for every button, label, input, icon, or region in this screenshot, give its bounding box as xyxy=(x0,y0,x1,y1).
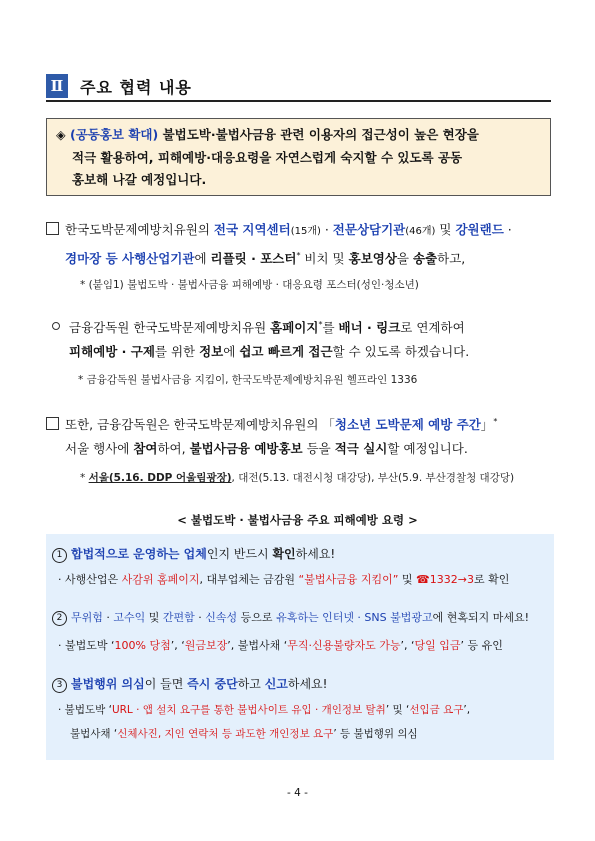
section-underline xyxy=(46,100,551,102)
section-number: Ⅱ xyxy=(46,74,68,98)
circled-number-icon: 2 xyxy=(52,611,67,626)
guide-item-1: 1 합법적으로 운영하는 업체인지 반드시 확인하세요! xyxy=(52,545,335,563)
circle-bullet-icon xyxy=(52,322,60,330)
guide-title: < 불법도박 · 불법사금융 주요 피해예방 요령 > xyxy=(177,513,418,527)
summary-text xyxy=(56,124,546,192)
paragraph-1: 한국도박문제예방치유원의 전국 지역센터(15개) · 전문상담기관(46개) 및 강원랜드 · 경마장 등 사행산업기관에 리플릿 · 포스터* 비치 및 홍보영상을 송출하고, xyxy=(46,218,554,271)
page-number: - 4 - xyxy=(287,787,308,799)
paragraph-1-note: * (붙임1) 불법도박 · 불법사금융 피해예방 · 대응요령 포스터(성인·청소년) xyxy=(80,279,419,291)
paragraph-3-note: * 서울(5.16. DDP 어울림광장), 대전(5.13. 대전시청 대강당), 부산(5.9. 부산경찰청 대강당) xyxy=(80,472,515,484)
circled-number-icon: 1 xyxy=(52,548,67,563)
guide-item-2-sub: · 불법도박 ‘100% 당첨’, ‘원금보장’, 불법사채 ‘무직·신용불량자도 가능’, ‘당일 입금’ 등 유인 xyxy=(58,639,503,652)
summary-tag: (공동홍보 확대) xyxy=(69,127,159,142)
guide-item-3: 3 불법행위 의심이 들면 즉시 중단하고 신고하세요! xyxy=(52,675,327,693)
section-title: 주요 협력 내용 xyxy=(80,78,192,97)
summary-line2: 적극 활용하여, 피해예방·대응요령을 자연스럽게 숙지할 수 있도록 공동 xyxy=(72,149,463,165)
square-bullet-icon xyxy=(46,417,59,430)
guide-item-2: 2 무위험 · 고수익 및 간편함 · 신속성 등으로 유혹하는 인터넷 · SNS 불법광고에 현혹되지 마세요! xyxy=(52,609,529,626)
circled-number-icon: 3 xyxy=(52,678,67,693)
square-bullet-icon xyxy=(46,222,59,235)
guide-item-3-sub-2: 불법사채 ‘신체사진, 지인 연락처 등 과도한 개인정보 요구’ 등 불법행위 의심 xyxy=(70,728,418,740)
paragraph-2-note: * 금융감독원 불법사금융 지킴이, 한국도박문제예방치유원 헬프라인 1336 xyxy=(78,374,418,386)
paragraph-3: 또한, 금융감독원은 한국도박문제예방치유원의 「청소년 도박문제 예방 주간」* 서울 행사에 참여하여, 불법사금융 예방홍보 등을 적극 실시할 예정입니다. xyxy=(46,410,554,461)
guide-item-1-sub: · 사행산업은 사감위 홈페이지, 대부업체는 금감원 “불법사금융 지킴이” 및 ☎1332→3로 확인 xyxy=(58,573,510,586)
paragraph-2: 금융감독원 한국도박문제예방치유원 홈페이지*를 배너 · 링크로 연계하여 피해예방 · 구제를 위한 정보에 쉽고 빠르게 접근할 수 있도록 하겠습니다. xyxy=(52,313,554,364)
summary-line1: 불법도박·불법사금융 관련 이용자의 접근성이 높은 현장을 xyxy=(158,127,479,142)
guide-item-3-sub-1: · 불법도박 ‘URL · 앱 설치 요구를 통한 불법사이트 유입 · 개인정보 탈취’ 및 ‘선입금 요구’, xyxy=(58,704,471,716)
summary-line3: 홍보해 나갈 예정입니다. xyxy=(72,172,207,187)
diamond-bullet-icon: ◈ xyxy=(56,127,66,142)
